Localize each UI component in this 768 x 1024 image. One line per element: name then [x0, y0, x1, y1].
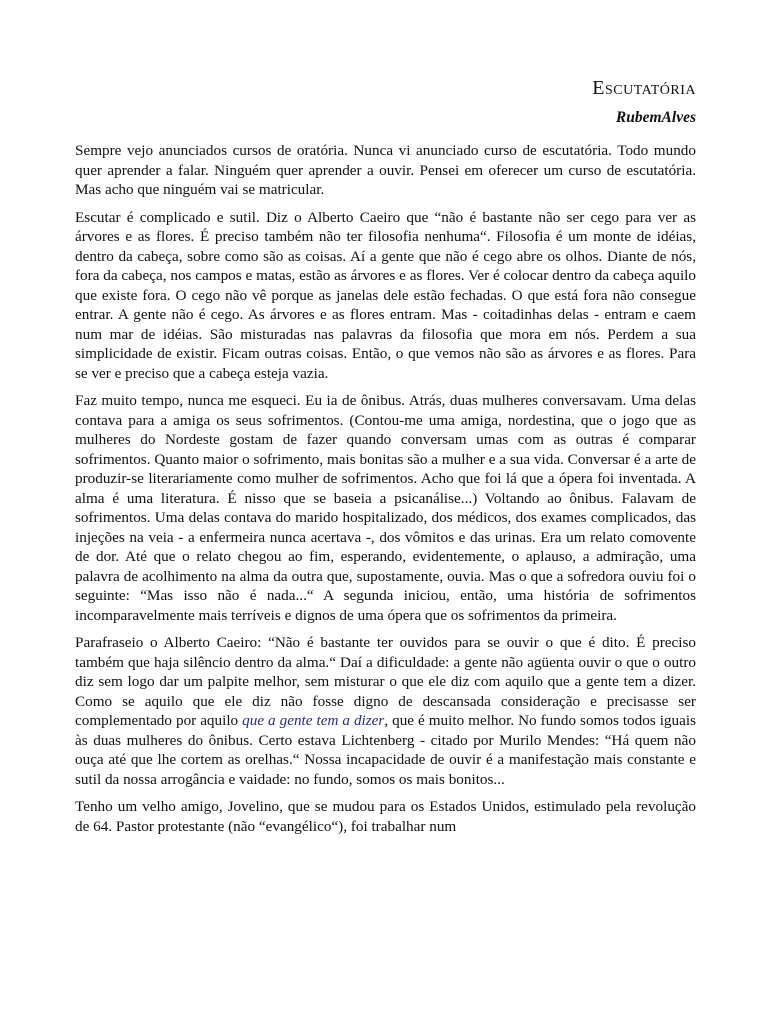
paragraph-3	[75, 391, 696, 625]
document-page	[75, 76, 696, 844]
paragraph-text: Escutar é complicado e sutil. Diz o Alberto Caeiro que “não é bastante não ser cego para ver as árvores e as flores. É preciso também não ter filosofia nenhuma“. Filosofia é um monte de idéias, dentro da cabeça, sobre como são as coisas. Aí a gente que não é cego abre os olhos. Diante de nós, fora da cabeça, nos campos e matas, estão as árvores e as flores. Ver é colocar dentro da cabeça aquilo que existe fora. O cego não vê porque as janelas dele estão fechadas. O que está fora não consegue entrar. A gente não é cego. As árvores e as flores entram. Mas - coitadinhas delas - entram e caem num mar de idéias. São misturadas nas palavras da filosofia que mora em nós. Perdem a sua simplicidade de existir. Ficam outras coisas. Então, o que vemos não são as árvores e as flores. Para se ver e preciso que a cabeça esteja vazia.	[75, 208, 696, 382]
paragraph-text: Tenho um velho amigo, Jovelino, que se mudou para os Estados Unidos, estimulado pela revolução de 64. Pastor protestante (não “evangélico“), foi trabalhar num	[75, 798, 696, 835]
paragraph-text: , que é muito melhor. No fundo somos todos iguais às duas mulheres do ônibus. Certo estava Lichtenberg - citado por Murilo Mendes: “Há quem não ouça até que lhe cortem as orelhas.“ Nossa incapacidade de ouvir é a manifestação mais constante e sutil da nossa arrogância e vaidade: no fundo, somos os mais bonitos...	[75, 712, 696, 788]
paragraph-5	[75, 797, 696, 836]
paragraph-text: Faz muito tempo, nunca me esqueci. Eu ia de ônibus. Atrás, duas mulheres conversavam. Uma delas contava para a amiga os seus sofrimentos. (Contou-me uma amiga, nordestina, que o jogo que as mulheres do Nordeste gostam de fazer quando conversam umas com as outras é comparar sofrimentos. Quanto maior o sofrimento, mais bonitas são a mulher e a sua vida. Conversar é a arte de produzir-se literariamente como mulher de sofrimentos. Acho que foi lá que a ópera foi inventada. A alma é uma literatura. É nisso que se baseia a psicanálise...) Voltando ao ônibus. Falavam de sofrimentos. Uma delas contava do marido hospitalizado, dos médicos, dos exames complicados, das injeções na veia - a enfermeira nunca acertava -, dos vômitos e das urinas. Era um relato comovente de dor. Até que o relato chegou ao fim, esperando, evidentemente, o aplauso, a admiração, uma palavra de acolhimento na alma da outra que, supostamente, ouvia. Mas o que a sofredora ouviu foi o seguinte: “Mas isso não é nada...“ A segunda iniciou, então, uma história de sofrimentos incomparavelmente mais terríveis e dignos de uma ópera que os sofrimentos da primeira.	[75, 392, 696, 624]
author-name: RubemAlves	[615, 109, 696, 126]
paragraph-1	[75, 141, 696, 200]
paragraph-text: Sempre vejo anunciados cursos de oratória. Nunca vi anunciado curso de escutatória. Todo mundo quer aprender a falar. Ninguém quer aprender a ouvir. Pensei em oferecer um curso de escutatória. Mas acho que ninguém vai se matricular.	[75, 142, 696, 198]
document-title: Escutatória	[592, 77, 696, 99]
paragraph-2	[75, 208, 696, 384]
paragraph-4	[75, 633, 696, 789]
paragraph-text: Parafraseio o Alberto Caeiro: “Não é bastante ter ouvidos para se ouvir o que é dito. É preciso também que haja silêncio dentro da alma.“ Daí a dificuldade: a gente não agüenta ouvir o que o outro diz sem logo dar um palpite melhor, sem misturar o que ele diz com aquilo que a gente tem a dizer. Como se aquilo que ele diz não fosse digno de descansada consideração e precisasse ser complementado por aquilo	[75, 634, 696, 729]
emphasized-phrase: que a gente tem a dizer	[242, 712, 385, 729]
